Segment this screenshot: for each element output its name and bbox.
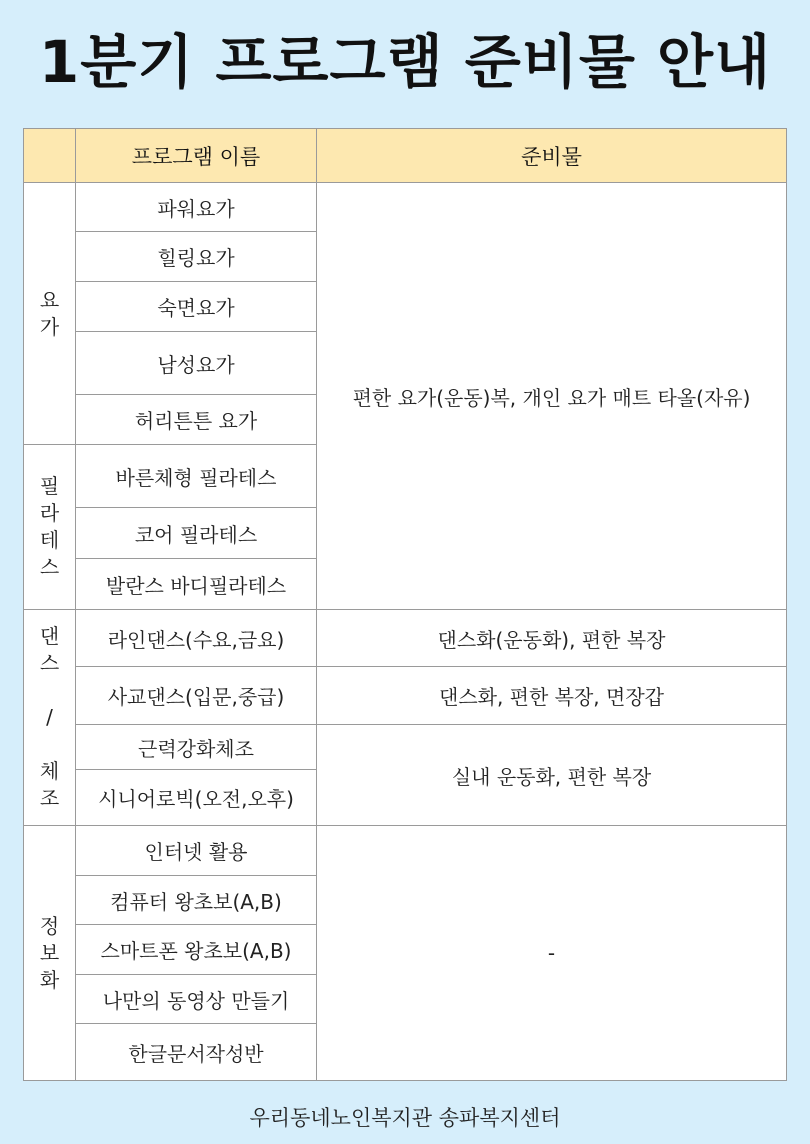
program-cell: 근력강화체조 — [76, 725, 317, 770]
supplies-line-dance: 댄스화(운동화), 편한 복장 — [317, 610, 787, 667]
program-cell: 발란스 바디필라테스 — [76, 559, 317, 610]
program-cell: 파워요가 — [76, 183, 317, 232]
program-cell: 인터넷 활용 — [76, 826, 317, 876]
program-cell: 남성요가 — [76, 332, 317, 395]
program-cell: 코어 필라테스 — [76, 508, 317, 559]
program-cell: 시니어로빅(오전,오후) — [76, 770, 317, 826]
program-cell: 바른체형 필라테스 — [76, 445, 317, 508]
program-cell: 사교댄스(입문,중급) — [76, 667, 317, 725]
page-title: 1분기 프로그램 준비물 안내 — [38, 28, 772, 96]
table-row — [24, 183, 787, 232]
supplies-exercise: 실내 운동화, 편한 복장 — [317, 725, 787, 826]
program-cell: 허리튼튼 요가 — [76, 395, 317, 445]
table-row — [24, 725, 787, 770]
program-cell: 스마트폰 왕초보(A,B) — [76, 925, 317, 975]
header-program-name: 프로그램 이름 — [76, 129, 317, 183]
program-cell: 나만의 동영상 만들기 — [76, 975, 317, 1024]
category-pilates: 필 라 테 스 — [24, 445, 76, 610]
program-cell: 한글문서작성반 — [76, 1024, 317, 1081]
header-supplies: 준비물 — [317, 129, 787, 183]
program-cell: 컴퓨터 왕초보(A,B) — [76, 876, 317, 925]
program-supplies-table — [23, 128, 787, 1081]
supplies-social-dance: 댄스화, 편한 복장, 면장갑 — [317, 667, 787, 725]
supplies-info: - — [317, 826, 787, 1081]
header-category — [24, 129, 76, 183]
footer-organization: 우리동네노인복지관 송파복지센터 — [249, 1106, 561, 1130]
table-row — [24, 667, 787, 725]
program-cell: 라인댄스(수요,금요) — [76, 610, 317, 667]
category-dance-exercise: 댄 스 / 체 조 — [24, 610, 76, 826]
supplies-yoga-pilates: 편한 요가(운동)복, 개인 요가 매트 타올(자유) — [317, 183, 787, 610]
program-cell: 힐링요가 — [76, 232, 317, 282]
program-cell: 숙면요가 — [76, 282, 317, 332]
table-header-row — [24, 129, 787, 183]
table-row — [24, 610, 787, 667]
table-row — [24, 826, 787, 876]
category-yoga: 요 가 — [24, 183, 76, 445]
category-info: 정 보 화 — [24, 826, 76, 1081]
